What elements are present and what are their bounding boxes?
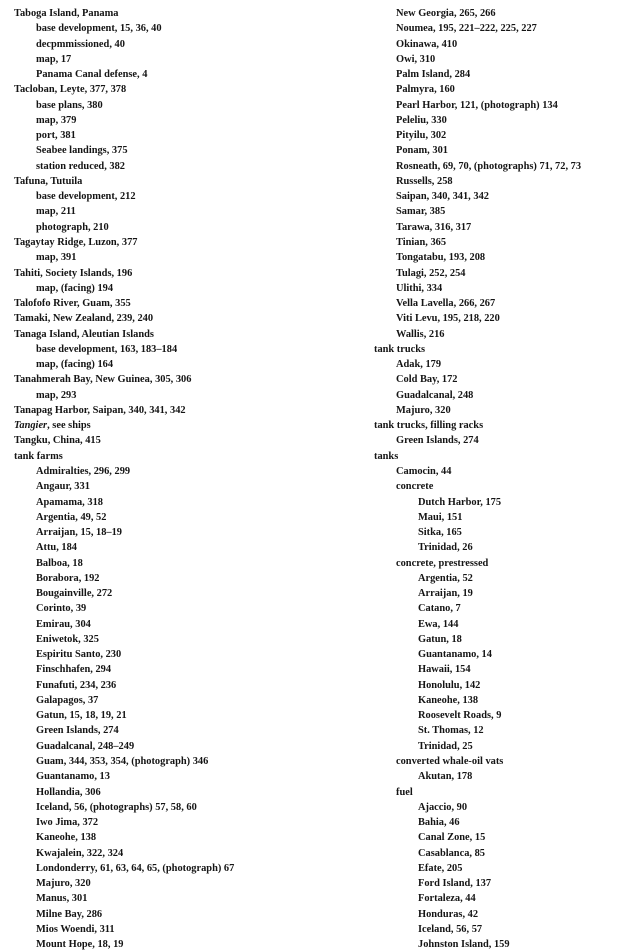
index-subentry: Trinidad, 25: [418, 740, 473, 752]
index-subentry: Vella Lavella, 266, 267: [396, 298, 496, 310]
index-subentry: Akutan, 178: [418, 771, 473, 783]
index-subentry: Camocin, 44: [396, 465, 452, 477]
index-subentry: Funafuti, 234, 236: [36, 679, 117, 691]
index-heading: Taboga Island, Panama: [14, 8, 119, 19]
index-subentry: Seabee landings, 375: [36, 145, 128, 157]
index-subentry: map, 211: [36, 206, 76, 218]
index-heading: Tahiti, Society Islands, 196: [14, 267, 133, 279]
index-subentry: Maui, 151: [418, 511, 463, 523]
index-subentry: Palm Island, 284: [396, 69, 471, 81]
index-subentry: Russells, 258: [396, 175, 453, 187]
index-subentry: converted whale-oil vats: [396, 756, 504, 768]
index-subentry: Efate, 205: [418, 862, 463, 874]
index-subentry: Guadalcanal, 248: [396, 389, 474, 401]
index-subentry: Apamama, 318: [36, 496, 103, 508]
index-subentry: Ponam, 301: [396, 145, 448, 157]
index-subentry: base development, 15, 36, 40: [36, 23, 162, 35]
index-subentry: Pityilu, 302: [396, 130, 447, 142]
index-subentry: photograph, 210: [36, 221, 109, 233]
index-subentry: Okinawa, 410: [396, 38, 458, 50]
index-subentry: Mios Woendi, 311: [36, 923, 115, 935]
index-subentry: Catano, 7: [418, 603, 461, 615]
index-subentry: map, 17: [36, 53, 72, 65]
index-subentry: Majuro, 320: [36, 878, 91, 890]
index-subentry: fuel: [396, 786, 413, 798]
index-subentry: Ford Island, 137: [418, 878, 492, 890]
index-subentry: St. Thomas, 12: [418, 725, 484, 737]
index-subentry: Argentia, 52: [418, 572, 473, 584]
index-subentry: Green Islands, 274: [36, 725, 119, 737]
index-subentry: map, 379: [36, 114, 77, 126]
index-heading: Tanapag Harbor, Saipan, 340, 341, 342: [14, 404, 186, 416]
index-subentry: base development, 163, 183–184: [36, 343, 178, 355]
index-subentry: Tongatabu, 193, 208: [396, 252, 486, 264]
index-subentry: Samar, 385: [396, 206, 446, 218]
index-heading: Tamaki, New Zealand, 239, 240: [14, 313, 154, 325]
index-subentry: Dutch Harbor, 175: [418, 496, 502, 508]
index-subentry: Gatun, 18: [418, 633, 462, 645]
index-subentry: Tulagi, 252, 254: [396, 267, 466, 279]
index-subentry: Saipan, 340, 341, 342: [396, 191, 489, 203]
index-subentry: Hollandia, 306: [36, 786, 101, 798]
index-subentry: Iceland, 56, 57: [418, 923, 483, 935]
index-subentry: Ulithi, 334: [396, 282, 443, 294]
index-subentry: Owi, 310: [396, 53, 436, 65]
index-subentry: Johnston Island, 159: [418, 939, 510, 951]
index-subentry: map, (facing) 164: [36, 359, 114, 371]
index-subentry: map, 293: [36, 389, 77, 401]
index-subentry: Honduras, 42: [418, 908, 479, 920]
index-subentry: Arraijan, 15, 18–19: [36, 527, 123, 539]
index-heading: Tacloban, Leyte, 377, 378: [14, 84, 127, 96]
index-subentry: New Georgia, 265, 266: [396, 8, 496, 19]
index-subentry: Londonderry, 61, 63, 64, 65, (photograph) 67: [36, 862, 235, 874]
index-subentry: Guam, 344, 353, 354, (photograph) 346: [36, 756, 209, 768]
index-subentry: Ewa, 144: [418, 618, 459, 630]
index-subentry: Tarawa, 316, 317: [396, 221, 472, 233]
index-subentry: Kaneohe, 138: [418, 694, 479, 706]
index-subentry: Arraijan, 19: [418, 588, 473, 600]
index-heading: tank farms: [14, 450, 63, 462]
index-subentry: Green Islands, 274: [396, 435, 479, 447]
index-subentry: port, 381: [36, 130, 76, 142]
index-column-left: [14, 6, 364, 952]
index-subentry: Panama Canal defense, 4: [36, 69, 148, 81]
index-heading: [14, 418, 364, 433]
index-subentry: Roosevelt Roads, 9: [418, 710, 502, 722]
index-subentry: decpmmissioned, 40: [36, 38, 125, 50]
index-subentry: Milne Bay, 286: [36, 908, 103, 920]
index-subentry: Emirau, 304: [36, 618, 91, 630]
index-subentry: Argentia, 49, 52: [36, 511, 107, 523]
index-heading: Tangku, China, 415: [14, 435, 101, 447]
index-subentry: Iceland, 56, (photographs) 57, 58, 60: [36, 801, 197, 813]
index-subentry: map, 391: [36, 252, 77, 264]
index-column-right: [374, 6, 636, 952]
index-heading: Tanahmerah Bay, New Guinea, 305, 306: [14, 374, 192, 386]
index-subentry: Cold Bay, 172: [396, 374, 458, 386]
index-subentry: Sitka, 165: [418, 527, 462, 539]
index-subentry: Espiritu Santo, 230: [36, 649, 122, 661]
index-subentry: Bahia, 46: [418, 817, 460, 829]
index-italic-term: Tangier: [14, 420, 48, 432]
index-subentry: map, (facing) 194: [36, 282, 114, 294]
index-subentry: Palmyra, 160: [396, 84, 455, 96]
index-heading: Tanaga Island, Aleutian Islands: [14, 328, 154, 340]
index-subentry: Canal Zone, 15: [418, 832, 486, 844]
index-subentry: Honolulu, 142: [418, 679, 481, 691]
index-subentry: Pearl Harbor, 121, (photograph) 134: [396, 99, 558, 111]
index-subentry: Galapagos, 37: [36, 694, 99, 706]
index-subentry: Viti Levu, 195, 218, 220: [396, 313, 500, 325]
index-subentry: Guadalcanal, 248–249: [36, 740, 135, 752]
index-subentry: Noumea, 195, 221–222, 225, 227: [396, 23, 537, 35]
index-subentry: concrete: [396, 481, 434, 493]
index-heading: tank trucks, filling racks: [374, 420, 484, 432]
index-subentry: Finschhafen, 294: [36, 664, 112, 676]
index-subentry: Trinidad, 26: [418, 542, 473, 554]
index-subentry: Peleliu, 330: [396, 114, 447, 126]
index-subentry: station reduced, 382: [36, 160, 125, 172]
index-heading: tank trucks: [374, 343, 426, 355]
index-subentry: Corinto, 39: [36, 603, 87, 615]
index-subentry: Bougainville, 272: [36, 588, 113, 600]
index-subentry: Admiralties, 296, 299: [36, 465, 131, 477]
index-subentry: Guantanamo, 13: [36, 771, 110, 783]
index-subentry: Fortaleza, 44: [418, 893, 476, 905]
index-entry-rest: , see ships: [47, 420, 91, 432]
index-subentry: Kaneohe, 138: [36, 832, 97, 844]
index-subentry: Attu, 184: [36, 542, 77, 554]
index-subentry: Kwajalein, 322, 324: [36, 847, 124, 859]
index-subentry: Ajaccio, 90: [418, 801, 468, 813]
index-subentry: Balboa, 18: [36, 557, 83, 569]
index-subentry: Borabora, 192: [36, 572, 100, 584]
index-subentry: Majuro, 320: [396, 404, 451, 416]
index-subentry: concrete, prestressed: [396, 557, 489, 569]
index-subentry: Mount Hope, 18, 19: [36, 939, 124, 951]
index-subentry: Guantanamo, 14: [418, 649, 492, 661]
index-subentry: Iwo Jima, 372: [36, 817, 99, 829]
index-subentry: Adak, 179: [396, 359, 442, 371]
index-subentry: Wallis, 216: [396, 328, 445, 340]
index-heading: Talofofo River, Guam, 355: [14, 298, 131, 310]
index-subentry: Manus, 301: [36, 893, 88, 905]
index-subentry: Gatun, 15, 18, 19, 21: [36, 710, 127, 722]
index-subentry: Eniwetok, 325: [36, 633, 99, 645]
index-subentry: Rosneath, 69, 70, (photographs) 71, 72, 73: [396, 160, 582, 172]
index-subentry: Hawaii, 154: [418, 664, 471, 676]
index-subentry: base development, 212: [36, 191, 136, 203]
index-subentry: Tinian, 365: [396, 236, 447, 248]
index-subentry: Casablanca, 85: [418, 847, 485, 859]
index-subentry: base plans, 380: [36, 99, 103, 111]
index-heading: Tafuna, Tutuila: [14, 175, 83, 187]
index-heading: tanks: [374, 450, 399, 462]
index-subentry: Angaur, 331: [36, 481, 90, 493]
index-heading: Tagaytay Ridge, Luzon, 377: [14, 236, 138, 248]
